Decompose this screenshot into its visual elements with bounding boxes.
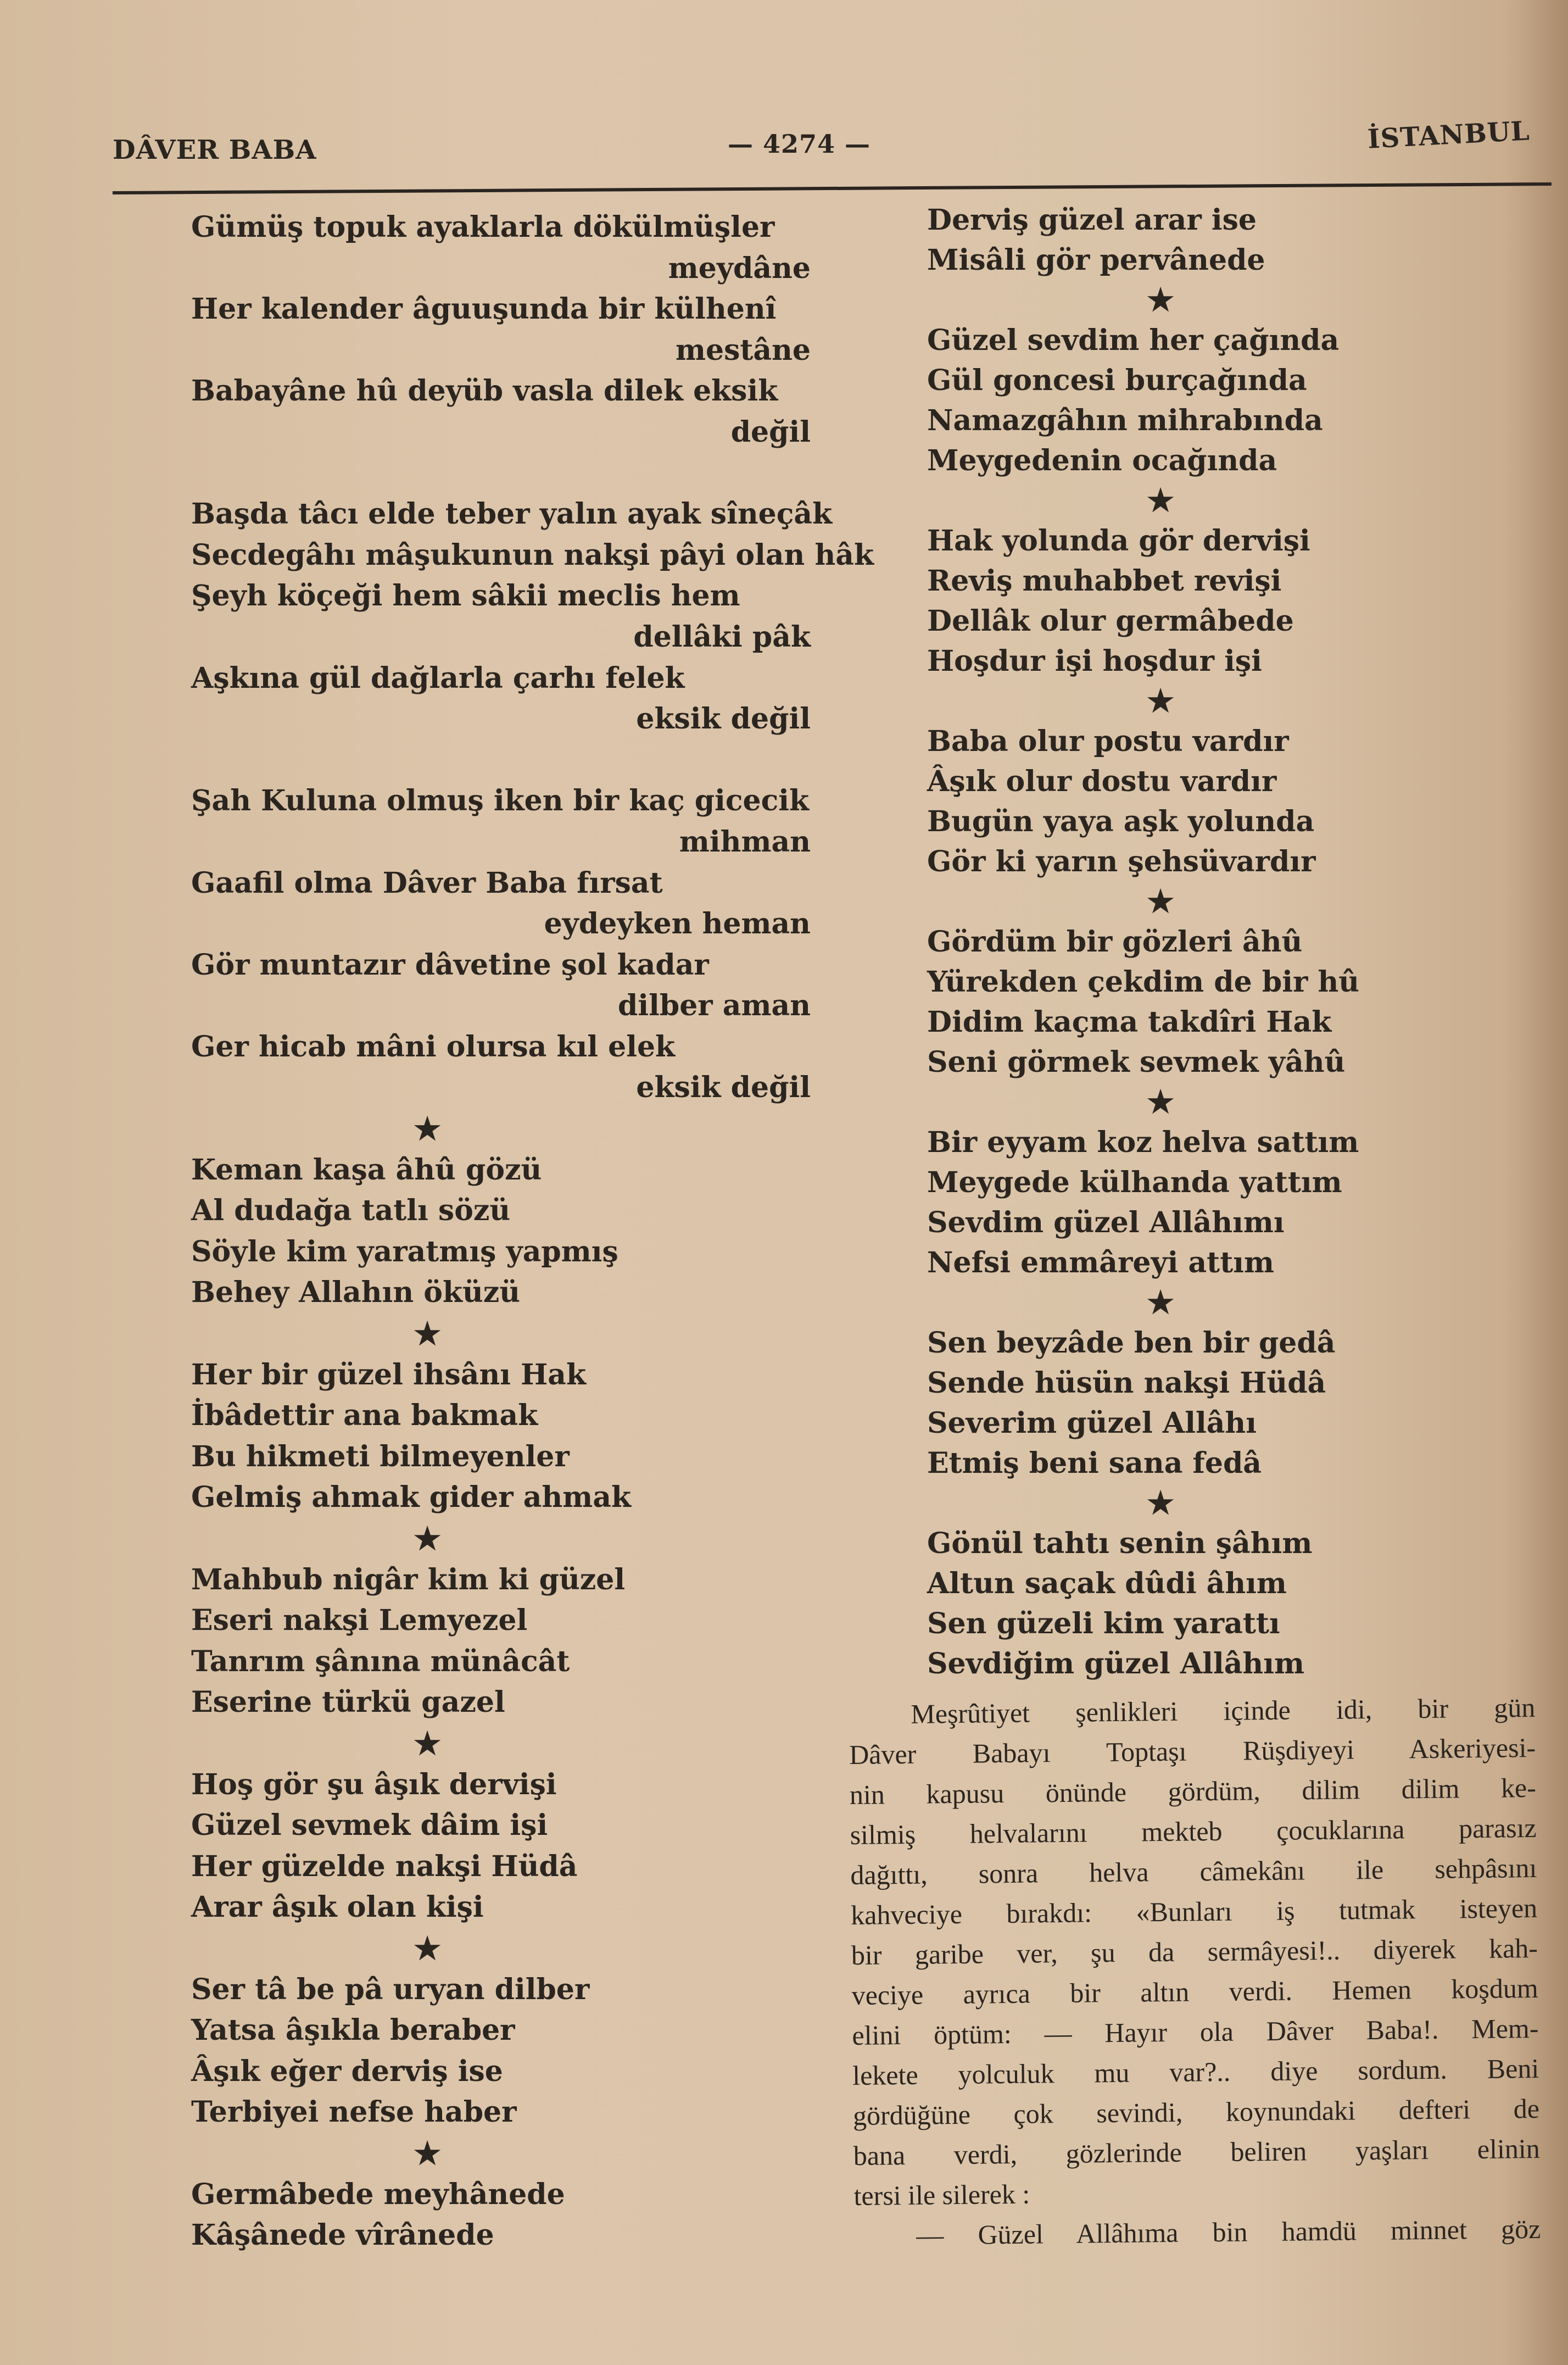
poem-line: Şeyh köçeği hem sâkii meclis hem	[191, 579, 740, 613]
poem-line: Sen beyzâde ben bir gedâ	[927, 1326, 1336, 1360]
poem-line: Altun saçak dûdi âhım	[927, 1567, 1287, 1600]
poem-line: Gümüş topuk ayaklarla dökülmüşler	[191, 210, 775, 244]
poem-line: Her kalender âguuşunda bir külhenî	[191, 292, 777, 326]
poem-line: Meygede külhanda yattım	[927, 1166, 1342, 1199]
poem-line: Sen güzeli kim yarattı	[927, 1607, 1280, 1640]
poem-line: Namazgâhın mihrabında	[927, 404, 1323, 437]
star-separator-icon: ★	[414, 1111, 442, 1148]
poem-line: Nefsi emmâreyi attım	[927, 1246, 1274, 1279]
poem-line: Sevdim güzel Allâhımı	[927, 1206, 1285, 1239]
poem-line: İbâdettir ana bakmak	[191, 1399, 538, 1433]
poem-line: Ger hicab mâni olursa kıl elek	[191, 1030, 676, 1064]
star-separator-icon: ★	[414, 1521, 442, 1557]
poem-line: Güzel sevdim her çağında	[927, 324, 1340, 357]
poem-line: Söyle kim yaratmış yapmış	[191, 1234, 618, 1268]
page-number: — 4274 —	[728, 129, 871, 159]
prose-line: — Güzel Allâhıma bin hamdü minnet göz	[916, 2213, 1541, 2251]
poem-line: Terbiyei nefse haber	[191, 2095, 517, 2129]
poem-line: Her güzelde nakşi Hüdâ	[191, 1849, 578, 1883]
poem-line: Eseri nakşi Lemyezel	[191, 1604, 528, 1638]
prose-line: gördüğüne çok sevindi, koynundaki defteri de	[852, 2093, 1540, 2131]
poem-line: Gördüm bir gözleri âhû	[927, 925, 1303, 959]
poem-line: değil	[730, 415, 811, 449]
poem-line: Seni görmek sevmek yâhû	[927, 1045, 1346, 1079]
poem-line: meydâne	[668, 251, 811, 285]
poem-line: Gül goncesi burçağında	[927, 364, 1307, 397]
poem-line: Dellâk olur germâbede	[927, 604, 1294, 638]
poem-line: dilber aman	[617, 989, 811, 1023]
poem-line: Gör ki yarın şehsüvardır	[927, 845, 1316, 878]
stanza-gap	[191, 740, 811, 781]
poem-line: Behey Allahın öküzü	[191, 1276, 521, 1310]
poem-line: Etmiş beni sana fedâ	[927, 1446, 1262, 1480]
poem-line: Meygedenin ocağında	[927, 444, 1277, 477]
prose-line: elini öptüm: — Hayır ola Dâver Baba!. Mem-	[852, 2012, 1539, 2051]
prose-line: veciye ayrıca bir altın verdi. Hemen koşdum	[851, 1972, 1538, 2011]
prose-line: Dâver Babayı Toptaşı Rüşdiyeyi Askeriyesi-	[849, 1732, 1536, 1770]
poem-line: Güzel sevmek dâim işi	[191, 1808, 548, 1843]
poem-line: mihman	[679, 825, 811, 859]
poem-line: Eserine türkü gazel	[191, 1685, 505, 1720]
poem-line: Ser tâ be pâ uryan dilber	[191, 1972, 590, 2006]
poem-line: Tanrım şânına münâcât	[191, 1644, 570, 1678]
prose-line: kahveciye bırakdı: «Bunları iş tutmak isteyen	[850, 1892, 1538, 1930]
star-separator-icon: ★	[1147, 1485, 1175, 1521]
running-head-section: İSTANBUL	[1366, 115, 1531, 155]
poem-line: Hoşdur işi hoşdur işi	[927, 644, 1262, 678]
star-separator-icon: ★	[1147, 883, 1175, 920]
star-separator-icon: ★	[1147, 1084, 1175, 1120]
left-poem-column	[191, 207, 874, 2256]
prose-line: nin kapusu önünde gördüm, dilim dilim ke-	[849, 1772, 1537, 1810]
poem-line: Şah Kuluna olmuş iken bir kaç gicecik	[191, 784, 810, 818]
poem-line: Başda tâcı elde teber yalın ayak sîneçâk	[191, 497, 833, 531]
star-separator-icon: ★	[1147, 683, 1175, 719]
running-head-title: DÂVER BABA	[113, 135, 317, 165]
poem-line: Hoş gör şu âşık dervişi	[191, 1767, 557, 1801]
star-separator-icon: ★	[414, 2135, 442, 2172]
poem-line: Gelmiş ahmak gider ahmak	[191, 1481, 632, 1515]
poem-line: eydeyken heman	[544, 907, 811, 941]
poem-line: Mahbub nigâr kim ki güzel	[191, 1562, 626, 1596]
poem-line: eksik değil	[636, 1071, 811, 1105]
poem-line: Misâli gör pervânede	[927, 243, 1265, 277]
header-rule	[113, 182, 1552, 194]
poem-line: Babayâne hû deyüb vasla dilek eksik	[191, 374, 778, 408]
poem-line: Bugün yaya aşk yolunda	[927, 805, 1315, 838]
star-separator-icon: ★	[414, 1725, 442, 1762]
poem-line: Arar âşık olan kişi	[191, 1890, 484, 1924]
poem-line: Sende hüsün nakşi Hüdâ	[927, 1366, 1326, 1400]
poem-line: Yürekden çekdim de bir hû	[927, 965, 1360, 999]
poem-line: Sevdiğim güzel Allâhım	[927, 1647, 1304, 1680]
right-poem-column	[927, 200, 1366, 1684]
poem-line: Didim kaçma takdîri Hak	[927, 1005, 1332, 1039]
poem-line: Aşkına gül dağlarla çarhı felek	[191, 661, 685, 695]
poem-line: Baba olur postu vardır	[927, 725, 1289, 758]
prose-line: tersi ile silerek :	[853, 2178, 1030, 2211]
star-separator-icon: ★	[414, 1316, 442, 1353]
poem-line: mestâne	[676, 333, 811, 367]
poem-line: Âşık eğer derviş ise	[191, 2054, 503, 2088]
poem-line: Yatsa âşıkla beraber	[191, 2013, 515, 2047]
poem-line: Germâbede meyhânede	[191, 2177, 565, 2211]
stanza-gap	[191, 453, 811, 494]
poem-line: Âşık olur dostu vardır	[927, 765, 1277, 798]
poem-line: Keman kaşa âhû gözü	[191, 1153, 542, 1187]
poem-line: Al dudağa tatlı sözü	[191, 1194, 511, 1228]
prose-line: lekete yolculuk mu var?.. diye sordum. Beni	[852, 2052, 1539, 2091]
poem-line: Her bir güzel ihsânı Hak	[191, 1357, 587, 1392]
prose-paragraph	[849, 1688, 1541, 2256]
star-separator-icon: ★	[1147, 1284, 1175, 1321]
star-separator-icon: ★	[414, 1930, 442, 1967]
prose-line: Meşrûtiyet şenlikleri içinde idi, bir gün	[911, 1691, 1536, 1729]
poem-line: Hak yolunda gör dervişi	[927, 524, 1310, 558]
poem-line: Kâşânede vîrânede	[191, 2218, 494, 2252]
poem-line: Severim güzel Allâhı	[927, 1406, 1257, 1440]
poem-line: Bu hikmeti bilmeyenler	[191, 1439, 570, 1473]
poem-line: Reviş muhabbet revişi	[927, 564, 1282, 598]
poem-line: Bir eyyam koz helva sattım	[927, 1126, 1359, 1159]
prose-line: dağıttı, sonra helva câmekânı ile sehpâsını	[850, 1852, 1537, 1890]
poem-line: Gaafil olma Dâver Baba fırsat	[191, 866, 663, 900]
prose-line: bir garibe ver, şu da sermâyesi!.. diyerek kah-	[851, 1932, 1538, 1971]
poem-line: Gönül tahtı senin şâhım	[927, 1527, 1313, 1560]
prose-line: silmiş helvalarını mekteb çocuklarına parasız	[850, 1812, 1537, 1850]
star-separator-icon: ★	[1147, 282, 1175, 318]
poem-line: Secdegâhı mâşukunun nakşi pâyi olan hâk	[191, 538, 874, 572]
poem-line: dellâki pâk	[633, 620, 811, 654]
poem-line: eksik değil	[636, 702, 811, 736]
poem-line: Derviş güzel arar ise	[927, 203, 1257, 237]
star-separator-icon: ★	[1147, 482, 1175, 519]
prose-line: bana verdi, gözlerinde beliren yaşları elinin	[853, 2133, 1541, 2171]
poem-line: Gör muntazır dâvetine şol kadar	[191, 948, 709, 982]
